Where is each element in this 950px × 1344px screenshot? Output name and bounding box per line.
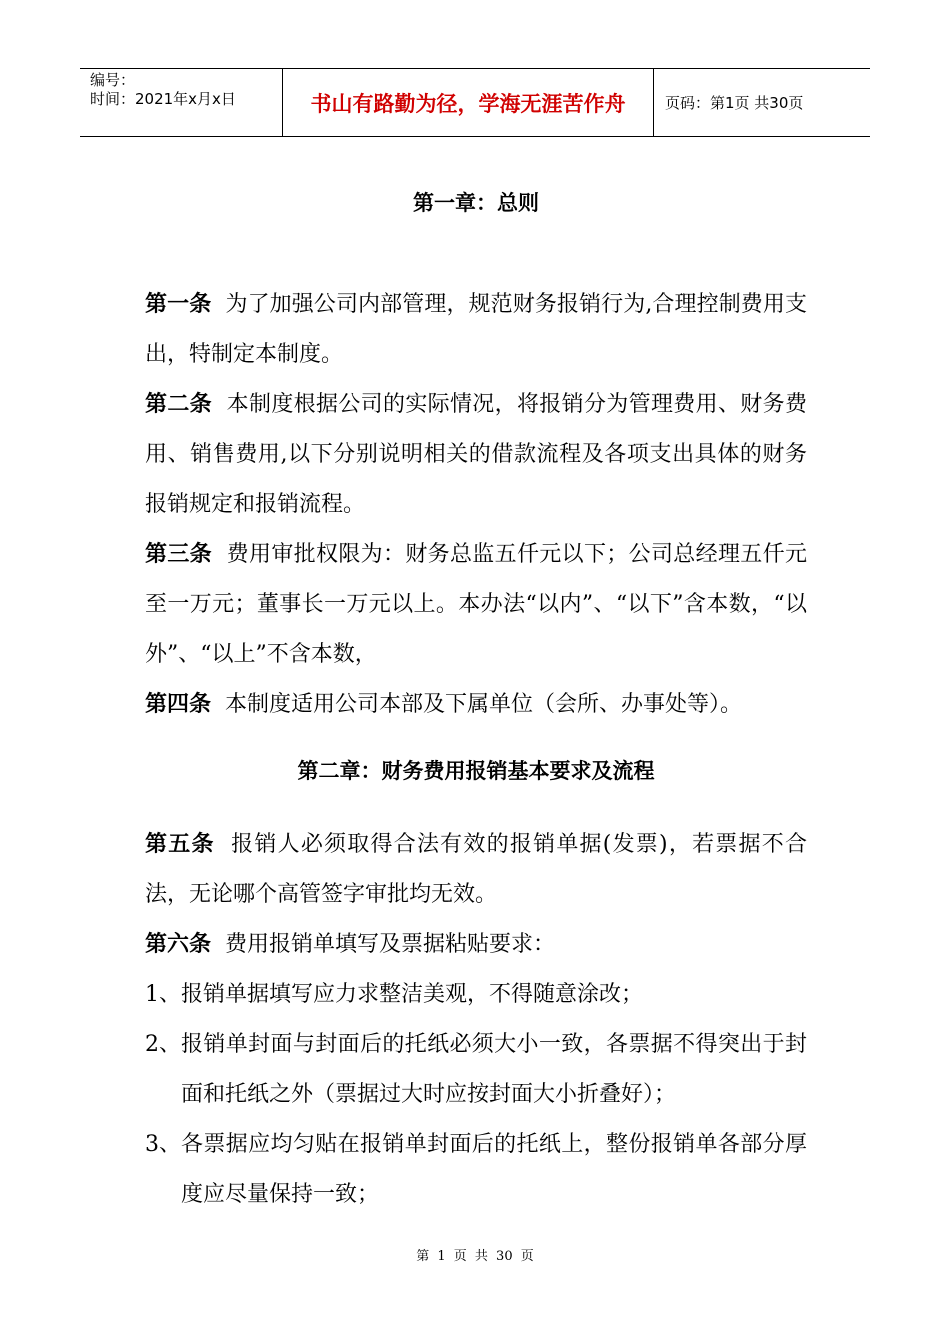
document-number-label: 编号： — [90, 71, 136, 89]
article-text: 报销人必须取得合法有效的报销单据(发票)，若票据不合法，无论哪个高管签字审批均无效。 — [145, 832, 807, 907]
header-motto: 书山有路勤为径，学海无涯苦作舟 — [283, 69, 654, 136]
article-text: 费用审批权限为：财务总监五仟元以下；公司总经理五仟元至一万元；董事长一万元以上。本办法“以内”、“以下”含本数，“以外”、“以上”不含本数， — [145, 542, 807, 667]
header-table — [80, 68, 870, 137]
article-label: 第六条 — [145, 932, 212, 957]
list-item — [145, 970, 807, 1020]
article-6 — [145, 920, 807, 970]
page-footer: 第 1 页 共 30 页 — [416, 1249, 534, 1264]
article-text: 本制度根据公司的实际情况，将报销分为管理费用、财务费用、销售费用,以下分别说明相关的借款流程及各项支出具体的财务报销规定和报销流程。 — [145, 392, 807, 517]
header-meta-cell — [80, 69, 283, 136]
article-4 — [145, 680, 807, 730]
article-label: 第四条 — [145, 692, 212, 717]
header-page-info: 页码：第1页 共30页 — [665, 94, 804, 112]
article-text: 费用报销单填写及票据粘贴要求： — [225, 932, 556, 957]
list-item-number: 3、 — [145, 1132, 181, 1157]
list-item-text: 各票据应均匀贴在报销单封面后的托纸上，整份报销单各部分厚度应尽量保持一致； — [181, 1132, 807, 1207]
article-label: 第五条 — [145, 832, 215, 857]
article-2 — [145, 380, 807, 530]
list-item — [145, 1020, 807, 1120]
list-item — [145, 1120, 807, 1220]
chapter-title: 第二章：财务费用报销基本要求及流程 — [297, 759, 655, 783]
article-label: 第一条 — [145, 292, 212, 317]
article-text: 为了加强公司内部管理，规范财务报销行为,合理控制费用支出，特制定本制度。 — [145, 292, 807, 367]
article-3 — [145, 530, 807, 680]
document-date-label: 时间：2021年x月x日 — [90, 90, 236, 108]
list-item-number: 1、 — [145, 982, 181, 1007]
article-1 — [145, 280, 807, 380]
chapter-title: 第一章：总则 — [413, 191, 539, 215]
list-item-text: 报销单据填写应力求整洁美观，不得随意涂改； — [181, 982, 644, 1007]
list-item-number: 2、 — [145, 1032, 181, 1057]
article-5 — [145, 820, 807, 920]
article-label: 第三条 — [145, 542, 212, 567]
article-label: 第二条 — [145, 392, 212, 417]
document-body — [145, 188, 807, 1220]
list-item-text: 报销单封面与封面后的托纸必须大小一致，各票据不得突出于封面和托纸之外（票据过大时应按封面大小折叠好）； — [181, 1032, 807, 1107]
article-text: 本制度适用公司本部及下属单位（会所、办事处等）。 — [225, 692, 743, 717]
